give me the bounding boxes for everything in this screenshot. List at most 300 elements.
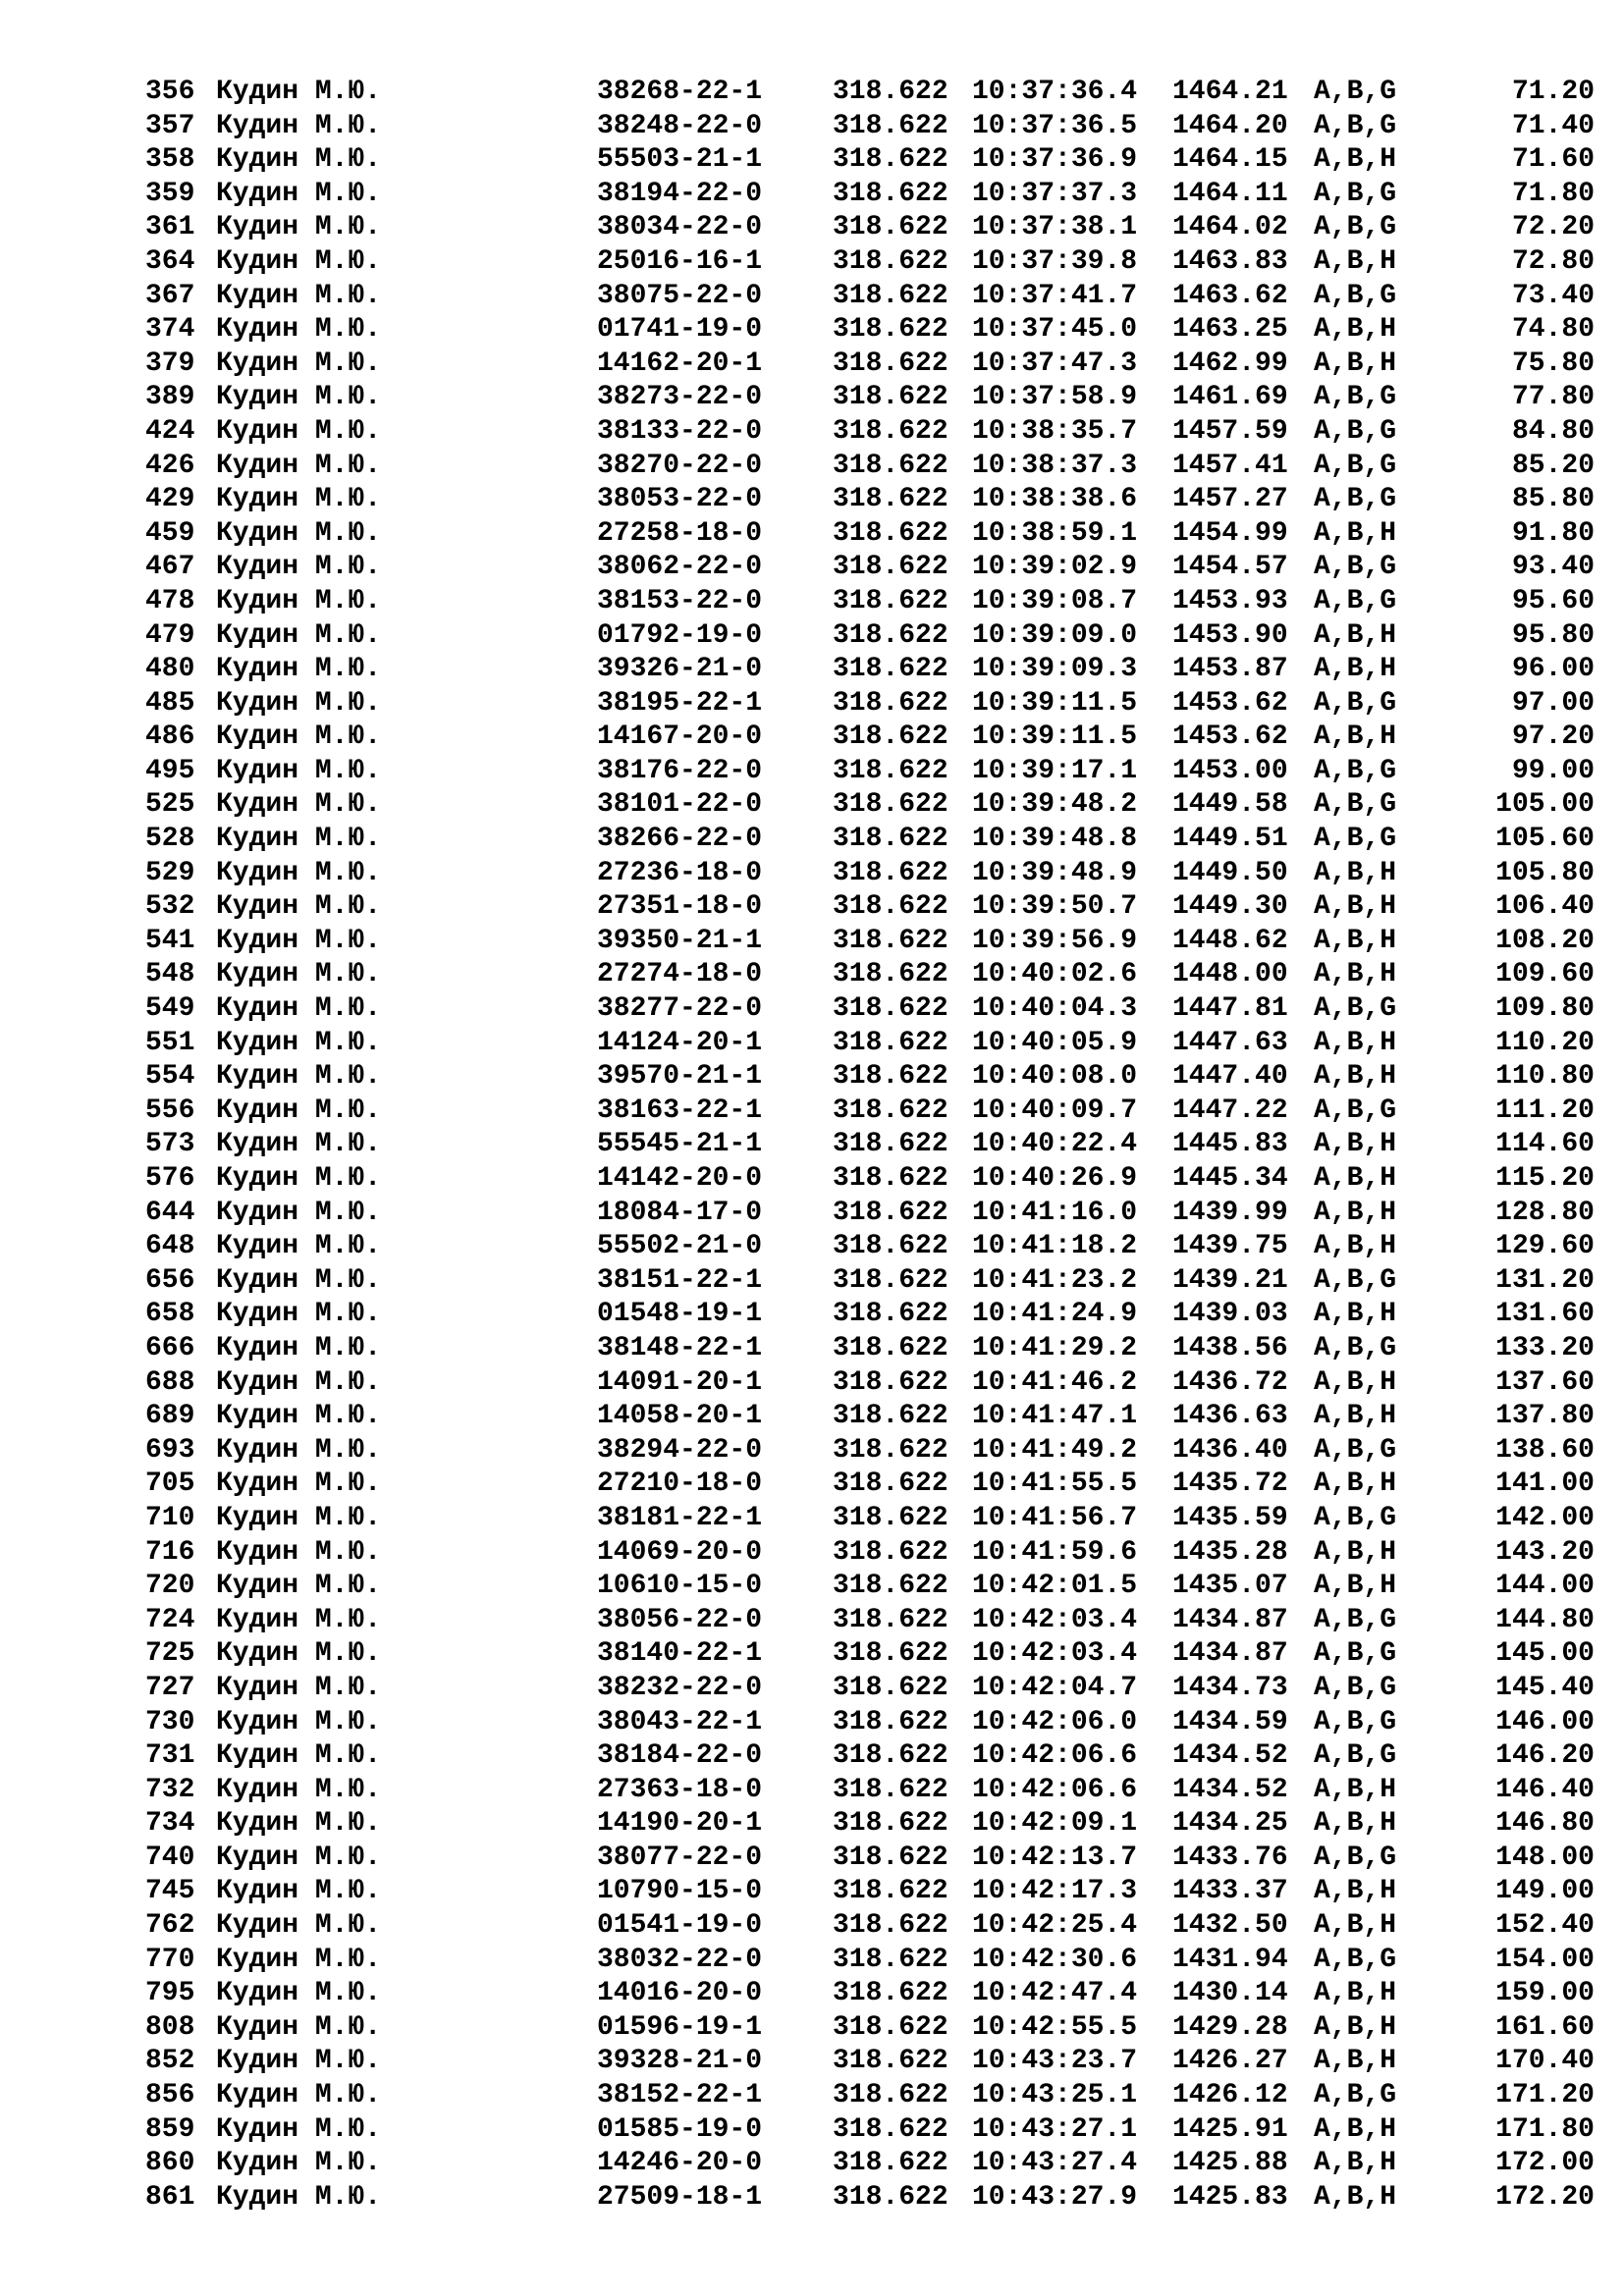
class-cell: A,B,G bbox=[1314, 1434, 1397, 1466]
table-row bbox=[0, 1027, 1624, 1061]
place-cell: 734 bbox=[145, 1808, 195, 1840]
fancier-name-cell: Кудин М.Ю. bbox=[216, 1264, 382, 1296]
distance-cell: 318.622 bbox=[833, 1944, 948, 1975]
arrival-time-cell: 10:37:36.4 bbox=[972, 77, 1138, 107]
speed-cell: 1436.72 bbox=[1172, 1366, 1288, 1398]
table-row bbox=[0, 143, 1624, 178]
class-cell: A,B,H bbox=[1314, 721, 1397, 753]
arrival-time-cell: 10:37:36.9 bbox=[972, 144, 1138, 176]
distance-cell: 318.622 bbox=[833, 144, 948, 176]
points-cell: 105.00 bbox=[1495, 789, 1595, 821]
distance-cell: 318.622 bbox=[833, 484, 948, 515]
place-cell: 689 bbox=[145, 1401, 195, 1432]
table-row bbox=[0, 2181, 1624, 2216]
speed-cell: 1457.41 bbox=[1172, 450, 1288, 481]
speed-cell: 1457.27 bbox=[1172, 484, 1288, 515]
speed-cell: 1433.76 bbox=[1172, 1842, 1288, 1873]
speed-cell: 1434.59 bbox=[1172, 1706, 1288, 1737]
speed-cell: 1463.62 bbox=[1172, 280, 1288, 311]
points-cell: 161.60 bbox=[1495, 2011, 1595, 2043]
speed-cell: 1463.25 bbox=[1172, 314, 1288, 346]
arrival-time-cell: 10:40:22.4 bbox=[972, 1129, 1138, 1160]
class-cell: A,B,H bbox=[1314, 245, 1397, 277]
distance-cell: 318.622 bbox=[833, 2181, 948, 2213]
class-cell: A,B,H bbox=[1314, 1876, 1397, 1907]
distance-cell: 318.622 bbox=[833, 1808, 948, 1840]
table-row bbox=[0, 857, 1624, 891]
arrival-time-cell: 10:40:26.9 bbox=[972, 1163, 1138, 1194]
ring-number-cell: 38266-22-0 bbox=[597, 824, 763, 855]
distance-cell: 318.622 bbox=[833, 77, 948, 107]
points-cell: 109.60 bbox=[1495, 959, 1595, 990]
arrival-time-cell: 10:39:17.1 bbox=[972, 755, 1138, 786]
fancier-name-cell: Кудин М.Ю. bbox=[216, 1095, 382, 1126]
arrival-time-cell: 10:42:04.7 bbox=[972, 1672, 1138, 1703]
ring-number-cell: 38151-22-1 bbox=[597, 1264, 763, 1296]
place-cell: 730 bbox=[145, 1706, 195, 1737]
arrival-time-cell: 10:37:37.3 bbox=[972, 178, 1138, 209]
arrival-time-cell: 10:42:06.6 bbox=[972, 1774, 1138, 1805]
speed-cell: 1438.56 bbox=[1172, 1332, 1288, 1363]
points-cell: 77.80 bbox=[1511, 382, 1595, 413]
table-row bbox=[0, 245, 1624, 280]
distance-cell: 318.622 bbox=[833, 1910, 948, 1942]
place-cell: 541 bbox=[145, 925, 195, 956]
points-cell: 97.20 bbox=[1511, 721, 1595, 753]
table-row bbox=[0, 823, 1624, 857]
table-row bbox=[0, 1400, 1624, 1434]
class-cell: A,B,G bbox=[1314, 212, 1397, 243]
fancier-name-cell: Кудин М.Ю. bbox=[216, 1978, 382, 2009]
points-cell: 152.40 bbox=[1495, 1910, 1595, 1942]
table-row bbox=[0, 1672, 1624, 1706]
class-cell: A,B,G bbox=[1314, 585, 1397, 616]
fancier-name-cell: Кудин М.Ю. bbox=[216, 1638, 382, 1670]
fancier-name-cell: Кудин М.Ю. bbox=[216, 245, 382, 277]
class-cell: A,B,H bbox=[1314, 2148, 1397, 2179]
place-cell: 644 bbox=[145, 1197, 195, 1228]
ring-number-cell: 27236-18-0 bbox=[597, 857, 763, 888]
ring-number-cell: 38148-22-1 bbox=[597, 1332, 763, 1363]
table-row bbox=[0, 1197, 1624, 1231]
place-cell: 364 bbox=[145, 245, 195, 277]
place-cell: 724 bbox=[145, 1604, 195, 1635]
points-cell: 91.80 bbox=[1511, 517, 1595, 549]
distance-cell: 318.622 bbox=[833, 1978, 948, 2009]
fancier-name-cell: Кудин М.Ю. bbox=[216, 789, 382, 821]
arrival-time-cell: 10:38:35.7 bbox=[972, 415, 1138, 447]
class-cell: A,B,G bbox=[1314, 1332, 1397, 1363]
arrival-time-cell: 10:37:36.5 bbox=[972, 110, 1138, 141]
fancier-name-cell: Кудин М.Ю. bbox=[216, 1332, 382, 1363]
table-row bbox=[0, 517, 1624, 552]
fancier-name-cell: Кудин М.Ю. bbox=[216, 1910, 382, 1942]
distance-cell: 318.622 bbox=[833, 2148, 948, 2179]
speed-cell: 1454.57 bbox=[1172, 552, 1288, 583]
speed-cell: 1426.12 bbox=[1172, 2080, 1288, 2111]
speed-cell: 1464.11 bbox=[1172, 178, 1288, 209]
fancier-name-cell: Кудин М.Ю. bbox=[216, 110, 382, 141]
fancier-name-cell: Кудин М.Ю. bbox=[216, 1231, 382, 1262]
speed-cell: 1439.21 bbox=[1172, 1264, 1288, 1296]
speed-cell: 1439.75 bbox=[1172, 1231, 1288, 1262]
ring-number-cell: 38184-22-0 bbox=[597, 1740, 763, 1772]
place-cell: 479 bbox=[145, 619, 195, 651]
speed-cell: 1453.87 bbox=[1172, 654, 1288, 685]
place-cell: 549 bbox=[145, 993, 195, 1025]
place-cell: 859 bbox=[145, 2113, 195, 2145]
table-row bbox=[0, 313, 1624, 347]
ring-number-cell: 55503-21-1 bbox=[597, 144, 763, 176]
table-row bbox=[0, 925, 1624, 959]
distance-cell: 318.622 bbox=[833, 347, 948, 379]
points-cell: 171.80 bbox=[1495, 2113, 1595, 2145]
class-cell: A,B,H bbox=[1314, 1366, 1397, 1398]
arrival-time-cell: 10:40:02.6 bbox=[972, 959, 1138, 990]
table-row bbox=[0, 1060, 1624, 1095]
ring-number-cell: 38176-22-0 bbox=[597, 755, 763, 786]
points-cell: 143.20 bbox=[1495, 1536, 1595, 1568]
ring-number-cell: 14069-20-0 bbox=[597, 1536, 763, 1568]
ring-number-cell: 27210-18-0 bbox=[597, 1468, 763, 1500]
speed-cell: 1434.52 bbox=[1172, 1740, 1288, 1772]
speed-cell: 1434.87 bbox=[1172, 1604, 1288, 1635]
fancier-name-cell: Кудин М.Ю. bbox=[216, 1774, 382, 1805]
distance-cell: 318.622 bbox=[833, 755, 948, 786]
distance-cell: 318.622 bbox=[833, 552, 948, 583]
fancier-name-cell: Кудин М.Ю. bbox=[216, 382, 382, 413]
class-cell: A,B,H bbox=[1314, 1163, 1397, 1194]
arrival-time-cell: 10:39:48.2 bbox=[972, 789, 1138, 821]
distance-cell: 318.622 bbox=[833, 2046, 948, 2077]
speed-cell: 1431.94 bbox=[1172, 1944, 1288, 1975]
place-cell: 359 bbox=[145, 178, 195, 209]
points-cell: 93.40 bbox=[1511, 552, 1595, 583]
arrival-time-cell: 10:41:56.7 bbox=[972, 1502, 1138, 1533]
class-cell: A,B,G bbox=[1314, 755, 1397, 786]
arrival-time-cell: 10:37:47.3 bbox=[972, 347, 1138, 379]
class-cell: A,B,G bbox=[1314, 1095, 1397, 1126]
distance-cell: 318.622 bbox=[833, 1638, 948, 1670]
speed-cell: 1445.83 bbox=[1172, 1129, 1288, 1160]
fancier-name-cell: Кудин М.Ю. bbox=[216, 2011, 382, 2043]
speed-cell: 1464.21 bbox=[1172, 77, 1288, 107]
place-cell: 852 bbox=[145, 2046, 195, 2077]
speed-cell: 1447.63 bbox=[1172, 1027, 1288, 1058]
arrival-time-cell: 10:40:05.9 bbox=[972, 1027, 1138, 1058]
distance-cell: 318.622 bbox=[833, 959, 948, 990]
points-cell: 85.20 bbox=[1511, 450, 1595, 481]
class-cell: A,B,G bbox=[1314, 2080, 1397, 2111]
table-row bbox=[0, 1604, 1624, 1638]
fancier-name-cell: Кудин М.Ю. bbox=[216, 2148, 382, 2179]
fancier-name-cell: Кудин М.Ю. bbox=[216, 1299, 382, 1330]
points-cell: 172.20 bbox=[1495, 2181, 1595, 2213]
ring-number-cell: 27363-18-0 bbox=[597, 1774, 763, 1805]
ring-number-cell: 38077-22-0 bbox=[597, 1842, 763, 1873]
place-cell: 358 bbox=[145, 144, 195, 176]
arrival-time-cell: 10:41:55.5 bbox=[972, 1468, 1138, 1500]
fancier-name-cell: Кудин М.Ю. bbox=[216, 585, 382, 616]
ring-number-cell: 10790-15-0 bbox=[597, 1876, 763, 1907]
speed-cell: 1457.59 bbox=[1172, 415, 1288, 447]
place-cell: 693 bbox=[145, 1434, 195, 1466]
speed-cell: 1453.62 bbox=[1172, 721, 1288, 753]
distance-cell: 318.622 bbox=[833, 1604, 948, 1635]
distance-cell: 318.622 bbox=[833, 1672, 948, 1703]
ring-number-cell: 14058-20-1 bbox=[597, 1401, 763, 1432]
fancier-name-cell: Кудин М.Ю. bbox=[216, 1604, 382, 1635]
ring-number-cell: 38195-22-1 bbox=[597, 687, 763, 719]
fancier-name-cell: Кудин М.Ю. bbox=[216, 144, 382, 176]
distance-cell: 318.622 bbox=[833, 1231, 948, 1262]
speed-cell: 1447.22 bbox=[1172, 1095, 1288, 1126]
ring-number-cell: 38043-22-1 bbox=[597, 1706, 763, 1737]
class-cell: A,B,H bbox=[1314, 1536, 1397, 1568]
ring-number-cell: 38101-22-0 bbox=[597, 789, 763, 821]
place-cell: 688 bbox=[145, 1366, 195, 1398]
place-cell: 551 bbox=[145, 1027, 195, 1058]
speed-cell: 1449.30 bbox=[1172, 891, 1288, 923]
distance-cell: 318.622 bbox=[833, 415, 948, 447]
class-cell: A,B,H bbox=[1314, 1299, 1397, 1330]
class-cell: A,B,H bbox=[1314, 857, 1397, 888]
place-cell: 424 bbox=[145, 415, 195, 447]
points-cell: 72.80 bbox=[1511, 245, 1595, 277]
distance-cell: 318.622 bbox=[833, 824, 948, 855]
class-cell: A,B,H bbox=[1314, 1231, 1397, 1262]
ring-number-cell: 38152-22-1 bbox=[597, 2080, 763, 2111]
distance-cell: 318.622 bbox=[833, 789, 948, 821]
place-cell: 361 bbox=[145, 212, 195, 243]
distance-cell: 318.622 bbox=[833, 1401, 948, 1432]
table-row bbox=[0, 1298, 1624, 1332]
class-cell: A,B,G bbox=[1314, 1740, 1397, 1772]
class-cell: A,B,H bbox=[1314, 619, 1397, 651]
speed-cell: 1448.62 bbox=[1172, 925, 1288, 956]
class-cell: A,B,G bbox=[1314, 484, 1397, 515]
points-cell: 95.60 bbox=[1511, 585, 1595, 616]
points-cell: 71.20 bbox=[1511, 77, 1595, 107]
class-cell: A,B,H bbox=[1314, 1129, 1397, 1160]
speed-cell: 1425.91 bbox=[1172, 2113, 1288, 2145]
place-cell: 548 bbox=[145, 959, 195, 990]
points-cell: 146.40 bbox=[1495, 1774, 1595, 1805]
place-cell: 576 bbox=[145, 1163, 195, 1194]
class-cell: A,B,G bbox=[1314, 1502, 1397, 1533]
fancier-name-cell: Кудин М.Ю. bbox=[216, 2080, 382, 2111]
class-cell: A,B,G bbox=[1314, 993, 1397, 1025]
arrival-time-cell: 10:42:09.1 bbox=[972, 1808, 1138, 1840]
arrival-time-cell: 10:42:03.4 bbox=[972, 1638, 1138, 1670]
table-row bbox=[0, 2079, 1624, 2113]
distance-cell: 318.622 bbox=[833, 517, 948, 549]
ring-number-cell: 38181-22-1 bbox=[597, 1502, 763, 1533]
arrival-time-cell: 10:41:59.6 bbox=[972, 1536, 1138, 1568]
arrival-time-cell: 10:38:59.1 bbox=[972, 517, 1138, 549]
fancier-name-cell: Кудин М.Ю. bbox=[216, 1502, 382, 1533]
class-cell: A,B,H bbox=[1314, 2181, 1397, 2213]
ring-number-cell: 27258-18-0 bbox=[597, 517, 763, 549]
speed-cell: 1464.15 bbox=[1172, 144, 1288, 176]
points-cell: 131.20 bbox=[1495, 1264, 1595, 1296]
distance-cell: 318.622 bbox=[833, 1027, 948, 1058]
ring-number-cell: 14091-20-1 bbox=[597, 1366, 763, 1398]
table-row bbox=[0, 1162, 1624, 1197]
place-cell: 478 bbox=[145, 585, 195, 616]
arrival-time-cell: 10:41:18.2 bbox=[972, 1231, 1138, 1262]
arrival-time-cell: 10:41:47.1 bbox=[972, 1401, 1138, 1432]
fancier-name-cell: Кудин М.Ю. bbox=[216, 1366, 382, 1398]
class-cell: A,B,G bbox=[1314, 1638, 1397, 1670]
table-row bbox=[0, 76, 1624, 110]
points-cell: 114.60 bbox=[1495, 1129, 1595, 1160]
table-row bbox=[0, 1807, 1624, 1842]
speed-cell: 1439.03 bbox=[1172, 1299, 1288, 1330]
place-cell: 528 bbox=[145, 824, 195, 855]
place-cell: 467 bbox=[145, 552, 195, 583]
place-cell: 429 bbox=[145, 484, 195, 515]
class-cell: A,B,G bbox=[1314, 824, 1397, 855]
class-cell: A,B,H bbox=[1314, 1027, 1397, 1058]
arrival-time-cell: 10:42:06.6 bbox=[972, 1740, 1138, 1772]
table-row bbox=[0, 1875, 1624, 1909]
fancier-name-cell: Кудин М.Ю. bbox=[216, 654, 382, 685]
speed-cell: 1436.63 bbox=[1172, 1401, 1288, 1432]
ring-number-cell: 10610-15-0 bbox=[597, 1571, 763, 1602]
speed-cell: 1435.59 bbox=[1172, 1502, 1288, 1533]
ring-number-cell: 39570-21-1 bbox=[597, 1061, 763, 1093]
distance-cell: 318.622 bbox=[833, 1264, 948, 1296]
class-cell: A,B,H bbox=[1314, 1401, 1397, 1432]
arrival-time-cell: 10:41:16.0 bbox=[972, 1197, 1138, 1228]
speed-cell: 1435.72 bbox=[1172, 1468, 1288, 1500]
table-row bbox=[0, 381, 1624, 415]
fancier-name-cell: Кудин М.Ю. bbox=[216, 450, 382, 481]
fancier-name-cell: Кудин М.Ю. bbox=[216, 1842, 382, 1873]
table-row bbox=[0, 178, 1624, 212]
place-cell: 710 bbox=[145, 1502, 195, 1533]
arrival-time-cell: 10:39:48.9 bbox=[972, 857, 1138, 888]
arrival-time-cell: 10:43:23.7 bbox=[972, 2046, 1138, 2077]
table-row bbox=[0, 450, 1624, 484]
speed-cell: 1429.28 bbox=[1172, 2011, 1288, 2043]
distance-cell: 318.622 bbox=[833, 619, 948, 651]
fancier-name-cell: Кудин М.Ю. bbox=[216, 2181, 382, 2213]
place-cell: 666 bbox=[145, 1332, 195, 1363]
distance-cell: 318.622 bbox=[833, 687, 948, 719]
fancier-name-cell: Кудин М.Ю. bbox=[216, 1061, 382, 1093]
points-cell: 137.60 bbox=[1495, 1366, 1595, 1398]
place-cell: 762 bbox=[145, 1910, 195, 1942]
class-cell: A,B,G bbox=[1314, 110, 1397, 141]
speed-cell: 1434.87 bbox=[1172, 1638, 1288, 1670]
points-cell: 159.00 bbox=[1495, 1978, 1595, 2009]
class-cell: A,B,G bbox=[1314, 1264, 1397, 1296]
table-row bbox=[0, 992, 1624, 1027]
class-cell: A,B,H bbox=[1314, 2011, 1397, 2043]
table-row bbox=[0, 1706, 1624, 1740]
ring-number-cell: 27509-18-1 bbox=[597, 2181, 763, 2213]
place-cell: 525 bbox=[145, 789, 195, 821]
arrival-time-cell: 10:42:47.4 bbox=[972, 1978, 1138, 2009]
arrival-time-cell: 10:39:09.3 bbox=[972, 654, 1138, 685]
fancier-name-cell: Кудин М.Ю. bbox=[216, 824, 382, 855]
ring-number-cell: 38248-22-0 bbox=[597, 110, 763, 141]
points-cell: 71.60 bbox=[1511, 144, 1595, 176]
distance-cell: 318.622 bbox=[833, 1468, 948, 1500]
points-cell: 138.60 bbox=[1495, 1434, 1595, 1466]
fancier-name-cell: Кудин М.Ю. bbox=[216, 1197, 382, 1228]
points-cell: 133.20 bbox=[1495, 1332, 1595, 1363]
speed-cell: 1435.07 bbox=[1172, 1571, 1288, 1602]
place-cell: 357 bbox=[145, 110, 195, 141]
points-cell: 144.80 bbox=[1495, 1604, 1595, 1635]
points-cell: 145.00 bbox=[1495, 1638, 1595, 1670]
place-cell: 573 bbox=[145, 1129, 195, 1160]
table-row bbox=[0, 1774, 1624, 1808]
distance-cell: 318.622 bbox=[833, 212, 948, 243]
fancier-name-cell: Кудин М.Ю. bbox=[216, 1808, 382, 1840]
ring-number-cell: 38133-22-0 bbox=[597, 415, 763, 447]
class-cell: A,B,H bbox=[1314, 1197, 1397, 1228]
arrival-time-cell: 10:38:38.6 bbox=[972, 484, 1138, 515]
table-row bbox=[0, 1264, 1624, 1299]
points-cell: 106.40 bbox=[1495, 891, 1595, 923]
points-cell: 149.00 bbox=[1495, 1876, 1595, 1907]
points-cell: 115.20 bbox=[1495, 1163, 1595, 1194]
class-cell: A,B,G bbox=[1314, 687, 1397, 719]
class-cell: A,B,G bbox=[1314, 450, 1397, 481]
table-row bbox=[0, 1842, 1624, 1876]
place-cell: 860 bbox=[145, 2148, 195, 2179]
points-cell: 144.00 bbox=[1495, 1571, 1595, 1602]
distance-cell: 318.622 bbox=[833, 1163, 948, 1194]
fancier-name-cell: Кудин М.Ю. bbox=[216, 925, 382, 956]
ring-number-cell: 38053-22-0 bbox=[597, 484, 763, 515]
class-cell: A,B,G bbox=[1314, 1706, 1397, 1737]
class-cell: A,B,H bbox=[1314, 1910, 1397, 1942]
distance-cell: 318.622 bbox=[833, 450, 948, 481]
distance-cell: 318.622 bbox=[833, 1536, 948, 1568]
table-row bbox=[0, 280, 1624, 314]
table-row bbox=[0, 1128, 1624, 1162]
speed-cell: 1439.99 bbox=[1172, 1197, 1288, 1228]
fancier-name-cell: Кудин М.Ю. bbox=[216, 1468, 382, 1500]
place-cell: 532 bbox=[145, 891, 195, 923]
place-cell: 658 bbox=[145, 1299, 195, 1330]
arrival-time-cell: 10:43:27.9 bbox=[972, 2181, 1138, 2213]
fancier-name-cell: Кудин М.Ю. bbox=[216, 1434, 382, 1466]
fancier-name-cell: Кудин М.Ю. bbox=[216, 347, 382, 379]
ring-number-cell: 38153-22-0 bbox=[597, 585, 763, 616]
place-cell: 740 bbox=[145, 1842, 195, 1873]
points-cell: 71.80 bbox=[1511, 178, 1595, 209]
arrival-time-cell: 10:39:08.7 bbox=[972, 585, 1138, 616]
fancier-name-cell: Кудин М.Ю. bbox=[216, 993, 382, 1025]
fancier-name-cell: Кудин М.Ю. bbox=[216, 1163, 382, 1194]
fancier-name-cell: Кудин М.Ю. bbox=[216, 1536, 382, 1568]
fancier-name-cell: Кудин М.Ю. bbox=[216, 415, 382, 447]
table-row bbox=[0, 2045, 1624, 2079]
class-cell: A,B,G bbox=[1314, 789, 1397, 821]
place-cell: 554 bbox=[145, 1061, 195, 1093]
table-row bbox=[0, 1468, 1624, 1502]
class-cell: A,B,G bbox=[1314, 1842, 1397, 1873]
points-cell: 74.80 bbox=[1511, 314, 1595, 346]
class-cell: A,B,G bbox=[1314, 1604, 1397, 1635]
ring-number-cell: 38062-22-0 bbox=[597, 552, 763, 583]
